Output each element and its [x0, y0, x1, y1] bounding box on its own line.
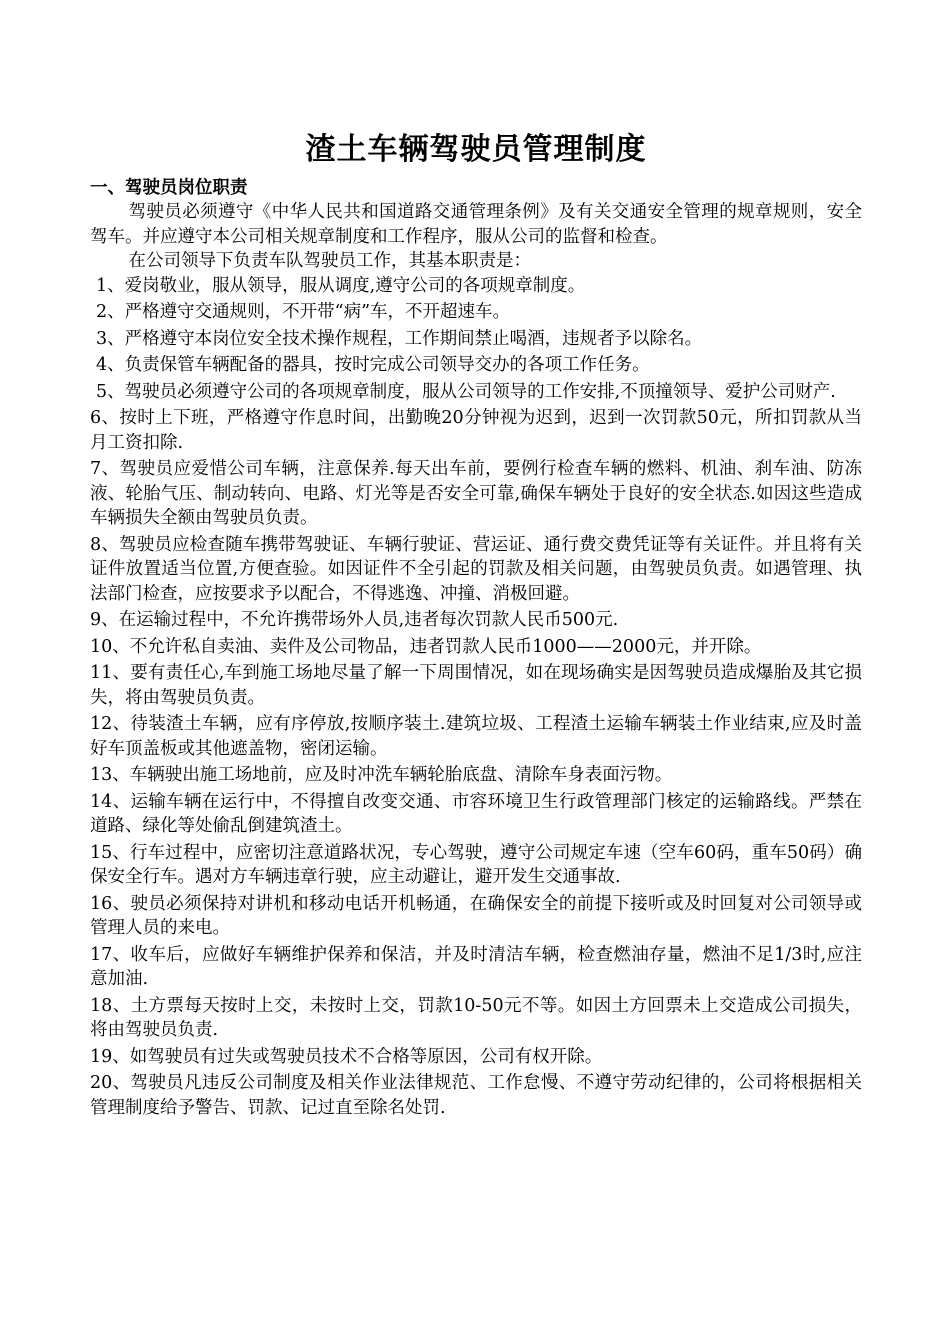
list-item: 13、车辆驶出施工场地前，应及时冲洗车辆轮胎底盘、清除车身表面污物。: [90, 765, 673, 785]
duty-list: [90, 274, 862, 1121]
section-heading: 一、驾驶员岗位职责: [90, 178, 248, 198]
list-item: 6、按时上下班，严格遵守作息时间，出勤晚20分钟视为迟到，迟到一次罚款50元，所扣罚款从当月工资扣除.: [90, 408, 862, 453]
list-item: 9、在运输过程中，不允许携带场外人员,违者每次罚款人民币500元.: [90, 610, 619, 630]
list-item: 7、驾驶员应爱惜公司车辆，注意保养.每天出车前，要例行检查车辆的燃料、机油、刹车油、防冻液、轮胎气压、制动转向、电路、灯光等是否安全可靠,确保车辆处于良好的安全状态.如因这些造成车辆损失全额由驾驶员负责。: [90, 459, 862, 528]
list-item: 11、要有责任心,车到施工场地尽量了解一下周围情况，如在现场确实是因驾驶员造成爆胎及其它损失，将由驾驶员负责。: [90, 663, 862, 708]
list-item: 12、待装渣土车辆，应有序停放,按顺序装土.建筑垃圾、工程渣土运输车辆装土作业结束,应及时盖好车顶盖板或其他遮盖物，密闭运输。: [90, 714, 862, 759]
list-item: 20、驾驶员凡违反公司制度及相关作业法律规范、工作怠慢、不遵守劳动纪律的，公司将根据相关管理制度给予警告、罚款、记过直至除名处罚.: [90, 1073, 862, 1118]
list-item: 14、运输车辆在运行中，不得擅自改变交通、市容环境卫生行政管理部门核定的运输路线。严禁在道路、绿化等处偷乱倒建筑渣土。: [90, 791, 862, 836]
list-item: 17、收车后，应做好车辆维护保养和保洁，并及时清洁车辆，检查燃油存量，燃油不足1/3时,应注意加油.: [90, 944, 862, 989]
list-item: 10、不允许私自卖油、卖件及公司物品，违者罚款人民币1000——2000元，并开除。: [90, 636, 762, 657]
document-title: 渣土车辆驾驶员管理制度: [305, 132, 647, 167]
list-item: 15、行车过程中，应密切注意道路状况，专心驾驶，遵守公司规定车速（空车60码，重车50码）确保安全行车。遇对方车辆违章行驶，应主动避让，避开发生交通事故.: [90, 842, 862, 887]
list-item: 5、驾驶员必须遵守公司的各项规章制度，服从公司领导的工作安排,不顶撞领导、爱护公司财产.: [96, 381, 836, 402]
list-item: 2、严格遵守交通规则，不开带“病”车，不开超速车。: [96, 302, 511, 322]
list-item: 1、爱岗敬业，服从领导，服从调度,遵守公司的各项规章制度。: [96, 275, 586, 296]
intro-paragraph: 驾驶员必须遵守《中华人民共和国道路交通管理条例》及有关交通安全管理的规章规则，安全驾车。并应遵守本公司相关规章制度和工作程序，服从公司的监督和检查。: [90, 202, 862, 247]
document-page: [90, 128, 862, 1122]
list-item: 3、严格遵守本岗位安全技术操作规程，工作期间禁止喝酒，违规者予以除名。: [96, 328, 703, 349]
list-item: 19、如驾驶员有过失或驾驶员技术不合格等原因，公司有权开除。: [90, 1046, 603, 1067]
duties-lead: 在公司领导下负责车队驾驶员工作，其基本职责是：: [128, 251, 531, 271]
list-item: 4、负责保管车辆配备的器具，按时完成公司领导交办的各项工作任务。: [96, 355, 650, 375]
list-item: 16、驶员必须保持对讲机和移动电话开机畅通，在确保安全的前提下接听或及时回复对公司领导或管理人员的来电。: [90, 893, 862, 938]
list-item: 8、驾驶员应检查随车携带驾驶证、车辆行驶证、营运证、通行费交费凭证等有关证件。并且将有关证件放置适当位置,方便查验。如因证件不全引起的罚款及相关问题，由驾驶员负责。如遇管理、执法部门检查，应按要求予以配合，不得逃逸、冲撞、消极回避。: [90, 534, 862, 604]
list-item: 18、土方票每天按时上交，未按时上交，罚款10-50元不等。如因土方回票未上交造成公司损失，将由驾驶员负责.: [90, 995, 862, 1040]
